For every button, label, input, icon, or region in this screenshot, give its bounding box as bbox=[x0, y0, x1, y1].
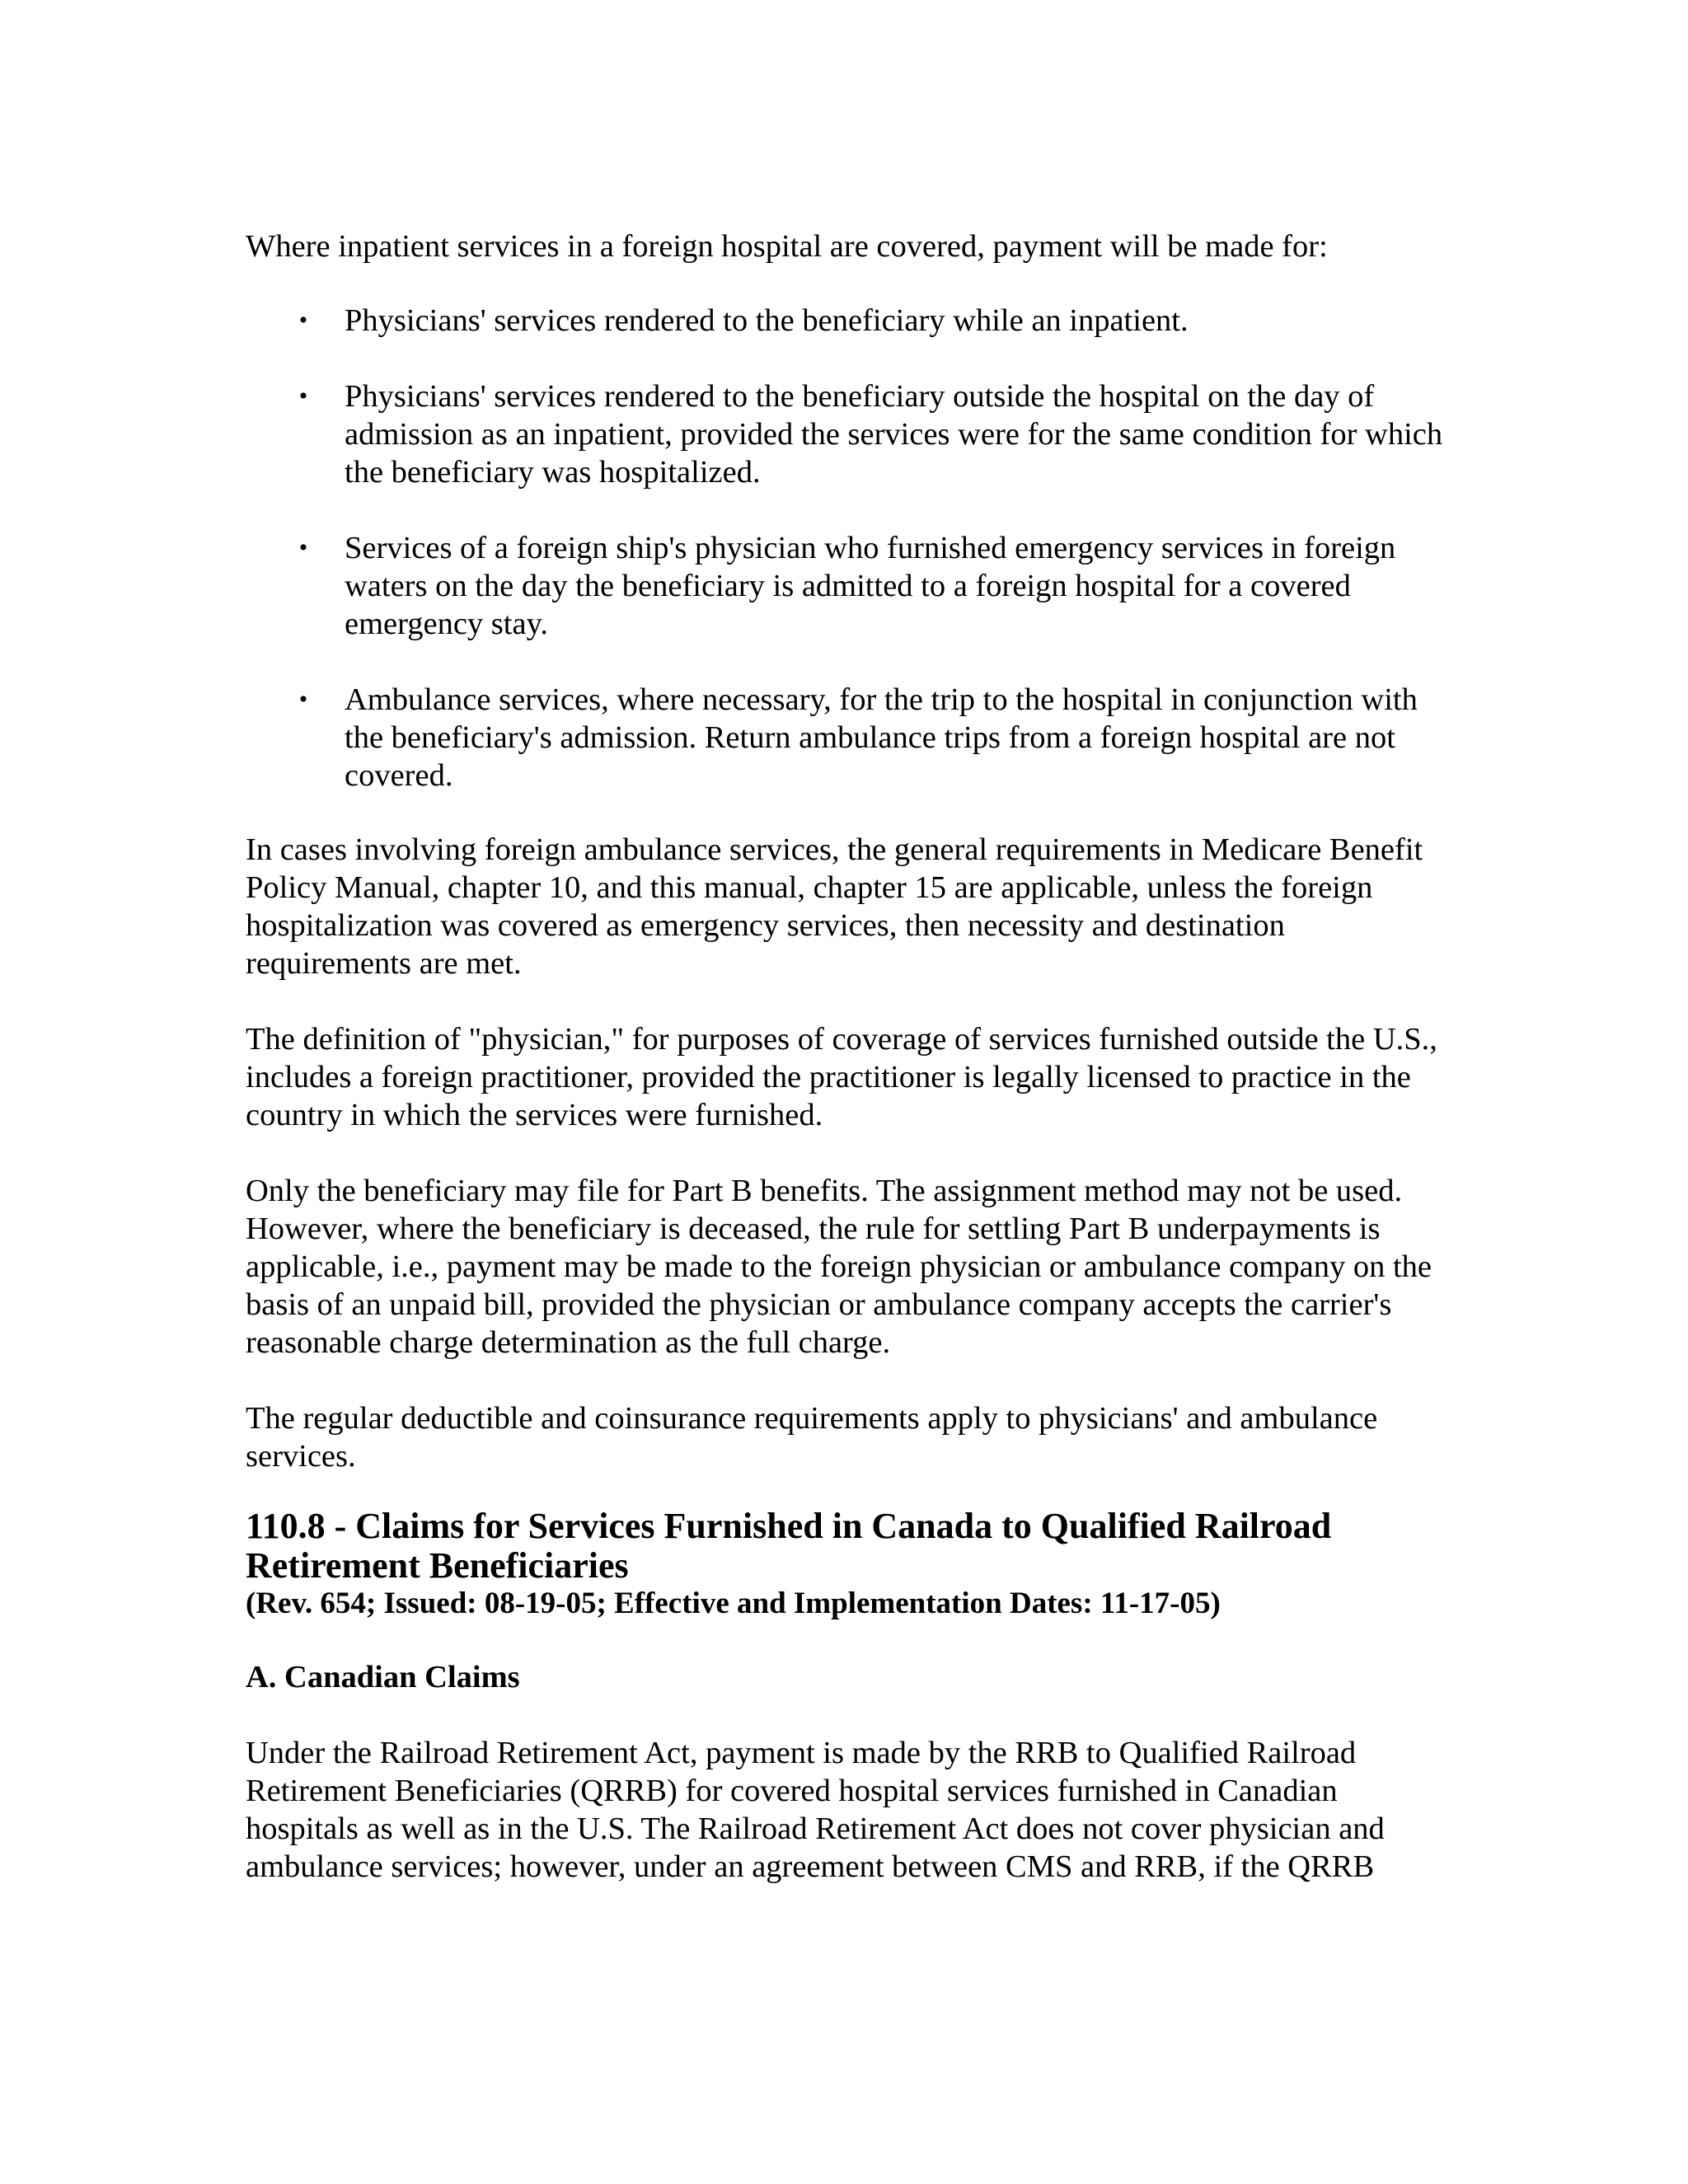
bullet-icon: • bbox=[298, 534, 308, 561]
list-item bbox=[246, 529, 1449, 643]
list-item bbox=[246, 681, 1449, 794]
bullet-icon: • bbox=[298, 307, 308, 334]
list-item-text: Physicians' services rendered to the beneficiary outside the hospital on the day of admission as an inpatient, provided the services were for the same condition for which the beneficiary was hospitalized. bbox=[345, 379, 1443, 490]
document-page bbox=[246, 227, 1449, 1886]
intro-paragraph: Where inpatient services in a foreign hospital are covered, payment will be made for: bbox=[246, 229, 1328, 264]
bullet-icon: • bbox=[298, 686, 308, 713]
deductible-paragraph: The regular deductible and coinsurance requirements apply to physicians' and ambulance services. bbox=[246, 1401, 1378, 1474]
list-item bbox=[246, 302, 1449, 340]
subsection-heading: A. Canadian Claims bbox=[246, 1660, 520, 1694]
list-item bbox=[246, 377, 1449, 491]
covered-services-list bbox=[246, 302, 1449, 794]
list-item-text: Services of a foreign ship's physician who furnished emergency services in foreign waters on the day the beneficiary is admitted to a foreign hospital for a covered emergency stay. bbox=[345, 531, 1396, 641]
canadian-claims-paragraph: Under the Railroad Retirement Act, payment is made by the RRB to Qualified Railroad Retirement Beneficiaries (QRRB) for covered hospital services furnished in Canadian hospitals as well as in the U.S. The Railroad Retirement Act does not cover physician and ambulance services; however, under an agreement between CMS and RRB, if the QRRB bbox=[246, 1736, 1385, 1884]
part-b-filing-paragraph: Only the beneficiary may file for Part B benefits. The assignment method may not be used. However, where the beneficiary is deceased, the rule for settling Part B underpayments is applicable, i.e., payment may be made to the foreign physician or ambulance company on the basis of an unpaid bill, provided the physician or ambulance company accepts the carrier's reasonable charge determination as the full charge. bbox=[246, 1174, 1432, 1360]
section-title: 110.8 - Claims for Services Furnished in Canada to Qualified Railroad Retirement Beneficiaries bbox=[246, 1506, 1332, 1586]
ambulance-requirements-paragraph: In cases involving foreign ambulance services, the general requirements in Medicare Benefit Policy Manual, chapter 10, and this manual, chapter 15 are applicable, unless the foreign hospitalization was covered as emergency services, then necessity and destination requirements are met. bbox=[246, 832, 1423, 981]
list-item-text: Physicians' services rendered to the beneficiary while an inpatient. bbox=[345, 303, 1189, 338]
list-item-text: Ambulance services, where necessary, for the trip to the hospital in conjunction with the beneficiary's admission. Return ambulance trips from a foreign hospital are not covered. bbox=[345, 682, 1418, 793]
physician-definition-paragraph: The definition of "physician," for purposes of coverage of services furnished outside the U.S., includes a foreign practitioner, provided the practitioner is legally licensed to practice in the country in which the services were furnished. bbox=[246, 1022, 1437, 1132]
bullet-icon: • bbox=[298, 382, 308, 410]
revision-info: (Rev. 654; Issued: 08-19-05; Effective and Implementation Dates: 11-17-05) bbox=[246, 1586, 1221, 1620]
